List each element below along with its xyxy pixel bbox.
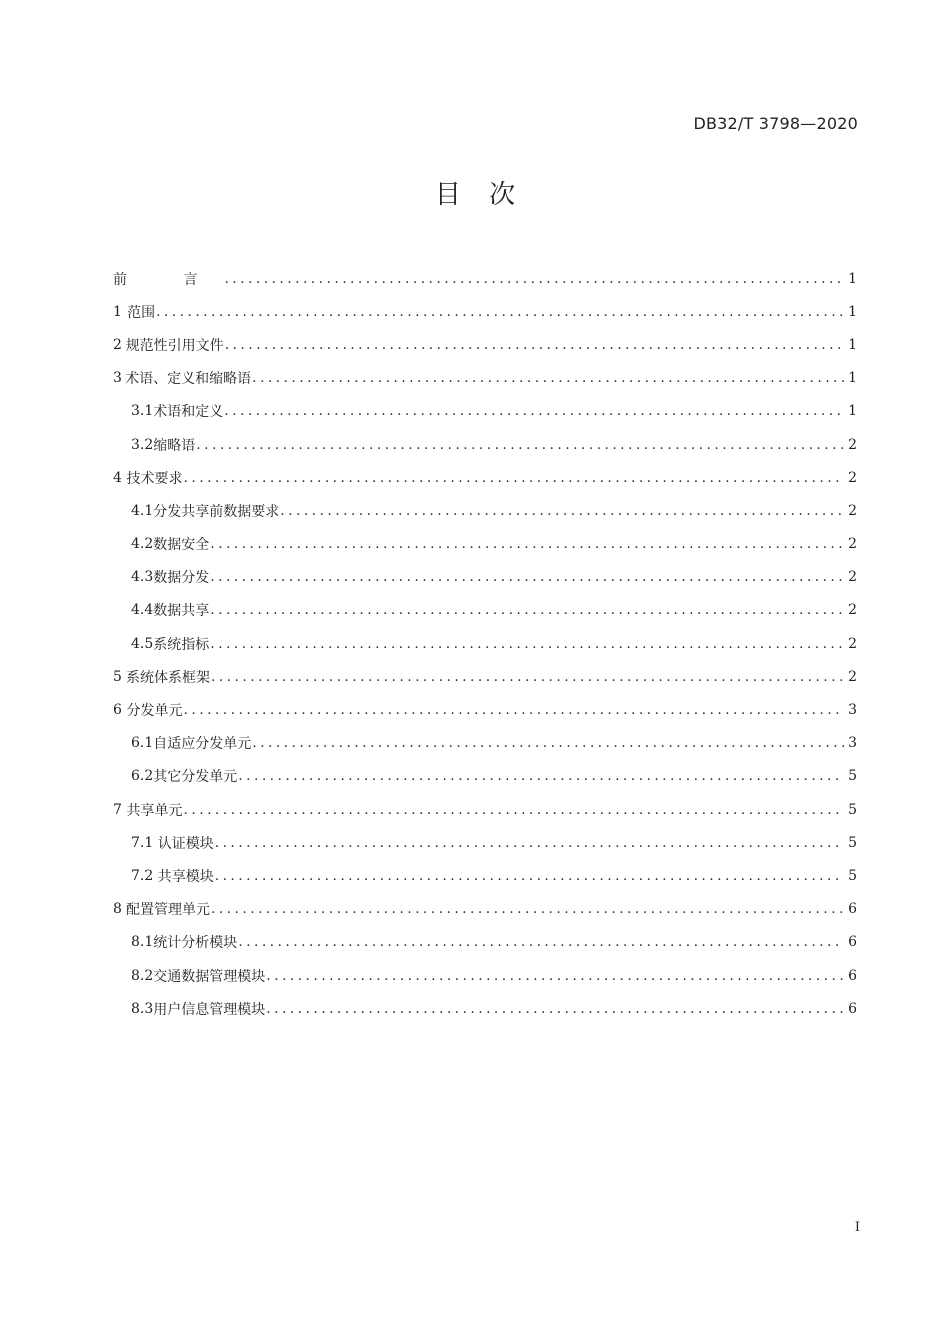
toc-entry-page: 5: [848, 834, 857, 851]
toc-entry-number: 8.3: [131, 1000, 154, 1017]
toc-entry-number: 1: [113, 303, 122, 320]
toc-entry-number: 4.5: [131, 635, 154, 652]
table-of-contents: [113, 262, 857, 1025]
toc-entry-page: 2: [848, 635, 857, 652]
toc-entry-title: 分发共享前数据要求: [153, 503, 280, 520]
toc-leader-dots: [280, 503, 844, 519]
toc-entry-number: 4.4: [131, 602, 154, 619]
toc-entry-number: 7.1: [131, 834, 154, 851]
toc-leader-dots: [211, 669, 844, 685]
toc-entry[interactable]: [113, 660, 857, 693]
toc-entry-title: 规范性引用文件: [125, 337, 224, 354]
toc-subentry[interactable]: [113, 760, 857, 793]
toc-entry-title: 数据共享: [153, 603, 210, 620]
toc-entry[interactable]: [113, 328, 857, 361]
toc-leader-dots: [266, 968, 844, 984]
toc-entry-page: 1: [848, 370, 857, 387]
toc-entry-number: 2: [113, 336, 122, 353]
toc-entry-number: 3.2: [131, 436, 154, 453]
toc-leader-dots: [210, 602, 844, 618]
toc-entry-title: 技术要求: [126, 470, 183, 487]
toc-entry-title: 术语和定义: [153, 404, 224, 421]
toc-entry-page: 1: [848, 336, 857, 353]
toc-entry-number: 6: [113, 702, 122, 719]
toc-entry-page: 3: [848, 702, 857, 719]
toc-entry-page: 2: [848, 668, 857, 685]
toc-entry-page: 1: [848, 270, 857, 287]
toc-entry-title: 认证模块: [153, 835, 214, 852]
toc-entry-title: 其它分发单元: [153, 769, 238, 786]
toc-subentry[interactable]: [113, 992, 857, 1025]
toc-entry-title: 数据安全: [153, 537, 210, 554]
toc-entry-title: 系统指标: [153, 636, 210, 653]
toc-entry-number: 4.2: [131, 536, 154, 553]
toc-entry[interactable]: [113, 793, 857, 826]
toc-subentry[interactable]: [113, 395, 857, 428]
toc-entry-number: 5: [113, 668, 122, 685]
toc-entry-number: 8.1: [131, 934, 154, 951]
toc-entry-title: 数据分发: [153, 570, 210, 587]
toc-entry-page: 2: [848, 469, 857, 486]
toc-subentry[interactable]: [113, 494, 857, 527]
toc-entry-number: 4.1: [131, 502, 154, 519]
toc-entry-title: 范围: [127, 304, 156, 321]
toc-subentry[interactable]: [113, 428, 857, 461]
toc-leader-dots: [210, 536, 844, 552]
toc-entry-title: 分发单元: [126, 703, 183, 720]
toc-subentry[interactable]: [113, 594, 857, 627]
toc-entry-page: 5: [848, 768, 857, 785]
toc-subentry[interactable]: [113, 959, 857, 992]
toc-entry-title: 用户信息管理模块: [153, 1001, 266, 1018]
page-title: 目 次: [434, 180, 526, 210]
toc-entry-foreword[interactable]: [113, 262, 857, 295]
toc-entry-page: 6: [848, 901, 857, 918]
toc-subentry[interactable]: [113, 926, 857, 959]
toc-entry-number: 6.1: [131, 735, 154, 752]
toc-entry-page: 2: [848, 602, 857, 619]
toc-entry-title: 共享模块: [153, 868, 214, 885]
toc-leader-dots: [210, 569, 844, 585]
toc-entry-page: 2: [848, 436, 857, 453]
toc-entry[interactable]: [113, 893, 857, 926]
toc-entry-page: 1: [848, 403, 857, 420]
toc-entry-title: 前 言: [113, 271, 224, 288]
toc-entry-number: 8.2: [131, 967, 154, 984]
toc-entry-number: 8: [113, 901, 122, 918]
toc-leader-dots: [224, 403, 844, 419]
toc-entry[interactable]: [113, 295, 857, 328]
toc-entry-title: 统计分析模块: [153, 935, 238, 952]
toc-subentry[interactable]: [113, 859, 857, 892]
toc-subentry[interactable]: [113, 727, 857, 760]
toc-leader-dots: [210, 636, 844, 652]
toc-entry-number: 7: [113, 801, 122, 818]
toc-entry-page: 6: [848, 1000, 857, 1017]
toc-entry[interactable]: [113, 693, 857, 726]
toc-entry-page: 2: [848, 569, 857, 586]
toc-leader-dots: [184, 802, 845, 818]
toc-entry-title: 交通数据管理模块: [153, 968, 266, 985]
toc-entry-title: 自适应分发单元: [153, 736, 252, 753]
toc-leader-dots: [238, 768, 844, 784]
toc-entry-number: 4.3: [131, 569, 154, 586]
toc-leader-dots: [224, 271, 844, 287]
toc-leader-dots: [211, 901, 844, 917]
toc-entry-page: 6: [848, 967, 857, 984]
toc-entry-number: 7.2: [131, 867, 154, 884]
toc-entry-page: 1: [848, 303, 857, 320]
toc-leader-dots: [238, 934, 844, 950]
toc-leader-dots: [225, 337, 844, 353]
page-number: I: [854, 1220, 860, 1235]
toc-entry-page: 5: [848, 867, 857, 884]
toc-entry-title: 术语、定义和缩略语: [125, 371, 252, 388]
toc-entry-title: 缩略语: [153, 437, 196, 454]
document-id: DB32/T 3798—2020: [693, 114, 858, 133]
toc-subentry[interactable]: [113, 627, 857, 660]
toc-leader-dots: [252, 370, 844, 386]
toc-leader-dots: [252, 735, 844, 751]
toc-entry-number: 6.2: [131, 768, 154, 785]
toc-entry-title: 配置管理单元: [125, 902, 210, 919]
toc-leader-dots: [156, 304, 844, 320]
toc-entry-number: 3.1: [131, 403, 154, 420]
toc-entry-page: 2: [848, 502, 857, 519]
toc-entry-number: 3: [113, 370, 122, 387]
toc-entry[interactable]: [113, 362, 857, 395]
toc-leader-dots: [196, 437, 844, 453]
toc-entry[interactable]: [113, 461, 857, 494]
toc-subentry[interactable]: [113, 561, 857, 594]
toc-entry-page: 5: [848, 801, 857, 818]
toc-entry-page: 6: [848, 934, 857, 951]
toc-subentry[interactable]: [113, 826, 857, 859]
toc-subentry[interactable]: [113, 528, 857, 561]
toc-leader-dots: [184, 702, 845, 718]
toc-leader-dots: [266, 1001, 844, 1017]
toc-leader-dots: [215, 868, 844, 884]
toc-leader-dots: [184, 470, 845, 486]
toc-leader-dots: [215, 835, 844, 851]
toc-entry-page: 3: [848, 735, 857, 752]
toc-entry-number: 4: [113, 469, 122, 486]
toc-entry-title: 共享单元: [126, 802, 183, 819]
toc-entry-title: 系统体系框架: [125, 669, 210, 686]
toc-entry-page: 2: [848, 536, 857, 553]
